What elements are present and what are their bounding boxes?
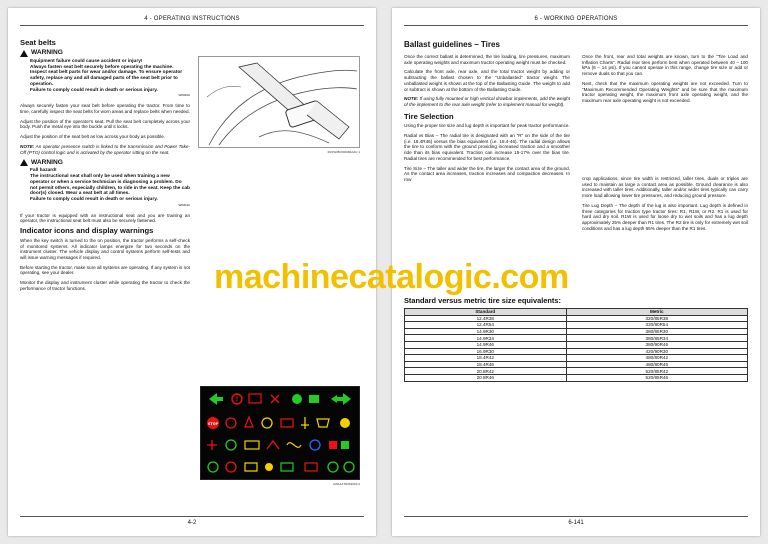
warning-1-line: Equipment failure could cause accident or injury!	[30, 58, 143, 64]
tire-size-table	[404, 308, 748, 382]
metric-size: 320/90R54	[566, 322, 747, 329]
standard-size: 16.9R30	[405, 348, 567, 355]
right-turn-icon	[337, 393, 351, 405]
tire-paragraph: Tire Lug Depth – The depth of the lug is also important. Lug depth is defined in three categories for traction type tractor tires: R1, R1W, or R2. R1 is used for hard and dry soil. R1W is used for loose dry to wet soils and has a lug depth approximately 25% deeper than R1 tires. The R2 tire is only for extremely wet soil conditions and has a lug depth 65% deeper than the R1 tires.	[582, 202, 748, 231]
instructional-seat-paragraph: If your tractor is equipped with an instructional seat and you are training an operator, the instructional seat belt must also be securely fastened.	[20, 212, 190, 224]
oil-icon	[281, 419, 293, 427]
seat-belt-paragraph: Always securely fasten your seat belt before operating the tractor. From time to time, carefully inspect the seat belts for worn areas and replace belts when needed.	[20, 103, 190, 114]
warning-2-body	[20, 168, 190, 209]
filter-icon	[245, 441, 259, 449]
seat-belts-title: Seat belts	[20, 38, 56, 47]
work-lights-icon	[245, 463, 257, 471]
note-label: NOTE:	[20, 143, 35, 149]
watermark-text: machinecatalogic.com	[214, 258, 569, 296]
metric-size: 480/80R46	[566, 361, 747, 368]
tire-paragraph: Radial vs Bias – The radial tire is designated with an "R" on the side of the tire (i.e. 18.4R46) versus the bias equivalent (i.e. 18.4-46). The radial design allows the tire to conform with the ground providing increased traction and a smoother ride than its bias equivalent. Traction can increase 15-17% over the bias tire. Radial tires are recommended for best performance.	[404, 133, 570, 161]
table-row	[405, 315, 748, 322]
seat-belts-section	[20, 40, 190, 296]
left-turn-icon	[209, 393, 223, 405]
warning-1-line: Always fasten seat belt securely before operating the machine. Inspect seat belt parts for wear and/or damage. To ensure operator safety, replace any and all damaged parts of the seat belt prior to operation.	[30, 64, 183, 87]
table-header-row	[405, 309, 748, 316]
cruise-icon	[208, 462, 218, 472]
battery-icon	[249, 394, 261, 403]
table-row	[405, 361, 748, 368]
warning-1-ref: W0046A	[178, 93, 190, 98]
metric-size: 380/90R46	[566, 341, 747, 348]
warning-2-ref: W0301A	[178, 202, 190, 207]
table-row	[405, 368, 748, 375]
note-label: NOTE:	[404, 96, 419, 102]
metric-size: 320/85R38	[566, 315, 747, 322]
pto-icon	[292, 394, 302, 404]
note-text: An operator presence switch is linked to the transmission and Power Take-Off (PTO) control logic and is activated by the operator sitting on the seat.	[20, 143, 190, 155]
warning-1-line: Failure to comply could result in death or serious injury.	[30, 87, 158, 93]
high-beam-icon	[310, 440, 320, 450]
right-page-header: 6 - WORKING OPERATIONS	[404, 16, 748, 26]
warning-1-label: WARNING	[31, 49, 63, 57]
column-header-standard: Standard	[405, 309, 567, 316]
warning-1-title	[20, 50, 190, 57]
ballast-paragraph: Calculate the front axle, rear axle, and the total tractor weight by adding or subtracting the ballast chosen to the "Unballasted" tractor weight. The unballasted weight is shown at the top of the Ballasting Guide. The weight to add or subtract is shown at the bottom of the Ballasting Guide.	[404, 69, 570, 92]
tractor-icon	[309, 395, 319, 403]
hitch-icon	[281, 463, 293, 471]
transmission-icon	[207, 440, 217, 450]
air-filter-icon	[329, 441, 337, 449]
standard-size: 14.9R34	[405, 335, 567, 342]
lamp-icon	[265, 463, 273, 471]
glow-plug-icon	[287, 443, 301, 448]
tire-selection-col-2	[582, 176, 748, 235]
fuel-icon	[317, 419, 329, 427]
warning-2-line: Failure to comply could result in death or serious injury.	[30, 197, 158, 203]
standard-size: 12.4R54	[405, 322, 567, 329]
standard-size: 14.9R30	[405, 328, 567, 335]
ballast-col-2	[582, 54, 748, 108]
tire-table-title: Standard versus metric tire size equivalents:	[404, 296, 561, 305]
svg-text:!: !	[235, 396, 239, 403]
warning-2-title	[20, 159, 190, 166]
table-row	[405, 322, 748, 329]
battery-charge-icon	[305, 463, 317, 471]
warning-x-icon	[271, 395, 279, 403]
steering-icon	[267, 441, 279, 449]
table-row	[405, 348, 748, 355]
indicators-paragraph: Before starting the tractor, make sure all systems are operating. If any system is not operating, see your dealer.	[20, 264, 190, 276]
indicators-title: Indicator icons and display warnings	[20, 226, 154, 236]
seat-belt-figure	[198, 56, 360, 148]
standard-size: 20.8R46	[405, 374, 567, 381]
warning-1-body	[20, 59, 190, 100]
indicator-cluster-figure	[200, 386, 360, 480]
table-row	[405, 355, 748, 362]
engine-icon	[262, 418, 272, 428]
figure-1-caption: RCPH08OOD084AAC 1	[327, 150, 360, 154]
ballast-paragraph: Once the correct ballast is determined, the tire loading, tire pressures, maximum axle operating weights and maximum tractor operating weight must be checked.	[404, 54, 570, 65]
operator-presence-note	[20, 144, 190, 155]
coolant-icon	[301, 417, 309, 429]
standard-size: 20.8R42	[405, 368, 567, 375]
tire-paragraph: Using the proper tire size and lug depth is important for peak tractor performance.	[404, 123, 570, 129]
table-row	[405, 341, 748, 348]
tire-paragraph: crop applications, since tire width is restricted, taller tires, duals or triples are used to maintain as large a contact area as possible. Ground clearance is also increased with taller tires. Additionally, taller and/or wider tires typically can carry more load allowing lower tire pressures, and reducing ground pressure.	[582, 176, 748, 199]
seat-belt-paragraph: Adjust the position of the seat belt as low across your body as possible.	[20, 134, 166, 140]
creeper-icon	[226, 440, 236, 450]
svg-text:STOP: STOP	[207, 422, 219, 426]
seat-belt-paragraph: Adjust the position of the operator's seat. Pull the seat belt completely across your body. Push the metal eye into the buckle until it locks.	[20, 118, 190, 130]
standard-size: 12.4R38	[405, 315, 567, 322]
figure-2-caption: RAIL14TR0620FA 2	[333, 482, 360, 486]
metric-size: 420/90R30	[566, 348, 747, 355]
park-brake-icon	[226, 418, 236, 428]
warning-2-label: WARNING	[31, 158, 63, 166]
gauge-icon	[344, 462, 354, 472]
fwd-icon	[341, 441, 349, 449]
indicator-cluster-illustration	[201, 387, 359, 479]
standard-size: 14.9R46	[405, 341, 567, 348]
metric-size: 520/85R42	[566, 368, 747, 375]
standard-size: 18.4R42	[405, 355, 567, 362]
speed-icon	[328, 462, 338, 472]
right-page-footer: 6-141	[404, 516, 748, 526]
diff-lock-icon	[331, 395, 337, 403]
warning-triangle-icon	[20, 50, 28, 57]
ballast-title: Ballast guidelines – Tires	[404, 40, 500, 49]
tire-paragraph: Tire Size – The taller and wider the tire, the larger the contact area of the ground. As the contact area increases, traction increases and compaction decreases. In row	[404, 165, 570, 182]
warning-2-line: The instructional seat shall only be used when training a new operator or when a service technician is diagnosing a problem. Do not permit others, especially children, to ride in the seat. Keep the cab door(s) closed. Wear a seat belt at all times.	[30, 174, 190, 197]
ballast-col-1	[404, 54, 570, 187]
tire-selection-title: Tire Selection	[404, 111, 454, 121]
ballast-paragraph: Next, check that the maximum operating weights are not exceeded. Turn to "Maximum Recommended Operating Weights" and be sure that the maximum tractor operating weight, the maximum front axle operating weight, and the maximum rear axle operating weight is not exceeded.	[582, 80, 748, 103]
indicators-paragraph: When the key switch is turned to the on position, the tractor performs a self-check of monitored systems. All indicator lamps energize for two seconds on the instrument cluster. The vehicle display and control systems perform self-tests and will issue warning messages if required.	[20, 237, 190, 260]
metric-size: 380/85R34	[566, 335, 747, 342]
metric-size: 480/80R42	[566, 355, 747, 362]
hazard-icon	[245, 417, 253, 427]
table-row	[405, 374, 748, 381]
warning-2-line: Fall hazard!	[30, 168, 57, 174]
note-text: If using fully mounted or high vertical drawbar implements, add the weight of the implement to the rear axle weight (refer to implement manual for weight).	[404, 96, 570, 107]
standard-size: 18.4R46	[405, 361, 567, 368]
left-page-footer: 4-2	[20, 516, 364, 526]
left-page-header: 4 - OPERATING INSTRUCTIONS	[20, 16, 364, 26]
ballast-note	[404, 96, 570, 107]
indicators-paragraph: Monitor the display and instrument cluster while operating the tractor to check the performance of tractor functions.	[20, 280, 190, 291]
metric-size: 380/85R30	[566, 328, 747, 335]
warning-triangle-icon	[20, 159, 28, 166]
column-header-metric: Metric	[566, 309, 747, 316]
ballast-paragraph: Once the front, rear and total weights are known, turn to the "Tire Load and Inflation Charts". Radial rear tires perform best when operated between 40 – 100 kPa (6 – 14 psi). If you cannot operate in this range, change tire size or add or remove duals so that you can.	[582, 54, 748, 77]
trailer-brake-icon	[226, 462, 236, 472]
metric-size: 520/85R46	[566, 374, 747, 381]
seat-belt-illustration	[199, 57, 361, 149]
table-row	[405, 328, 748, 335]
table-row	[405, 335, 748, 342]
service-icon	[340, 418, 350, 428]
